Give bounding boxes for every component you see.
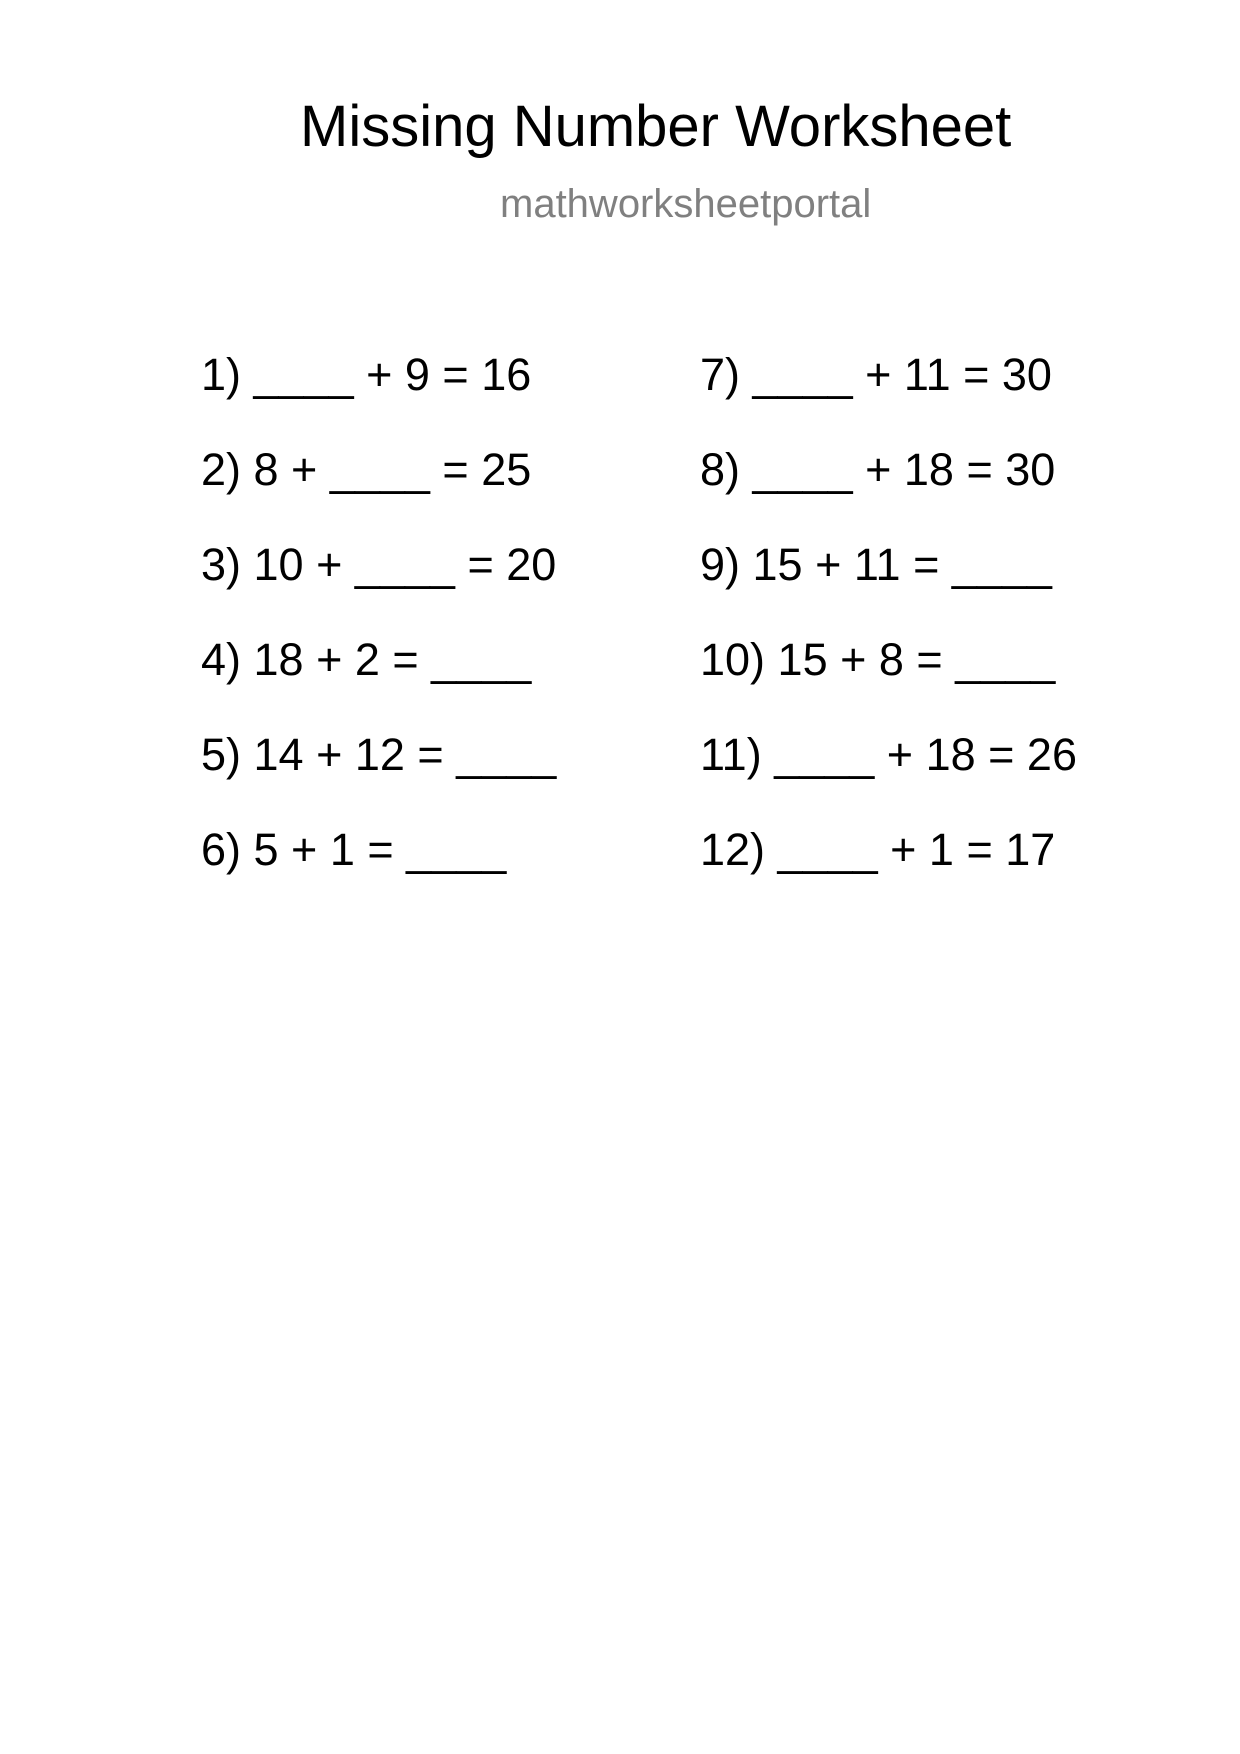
problem-4: 4) 18 + 2 = ____	[201, 634, 532, 685]
worksheet-source: mathworksheetportal	[500, 182, 872, 226]
problem-11: 11) ____ + 18 = 26	[700, 729, 1077, 780]
problems-column-right	[700, 349, 1077, 922]
problem-2: 2) 8 + ____ = 25	[201, 444, 532, 495]
problem-1: 1) ____ + 9 = 16	[201, 349, 532, 400]
problems-column-left	[201, 349, 557, 922]
problem-12: 12) ____ + 1 = 17	[700, 824, 1056, 875]
problem-10: 10) 15 + 8 = ____	[700, 634, 1056, 685]
worksheet-title: Missing Number Worksheet	[300, 94, 1012, 159]
problem-5: 5) 14 + 12 = ____	[201, 729, 557, 780]
problem-3: 3) 10 + ____ = 20	[201, 539, 557, 590]
problem-6: 6) 5 + 1 = ____	[201, 824, 507, 875]
problem-7: 7) ____ + 11 = 30	[700, 349, 1052, 400]
problem-8: 8) ____ + 18 = 30	[700, 444, 1056, 495]
problem-9: 9) 15 + 11 = ____	[700, 539, 1052, 590]
